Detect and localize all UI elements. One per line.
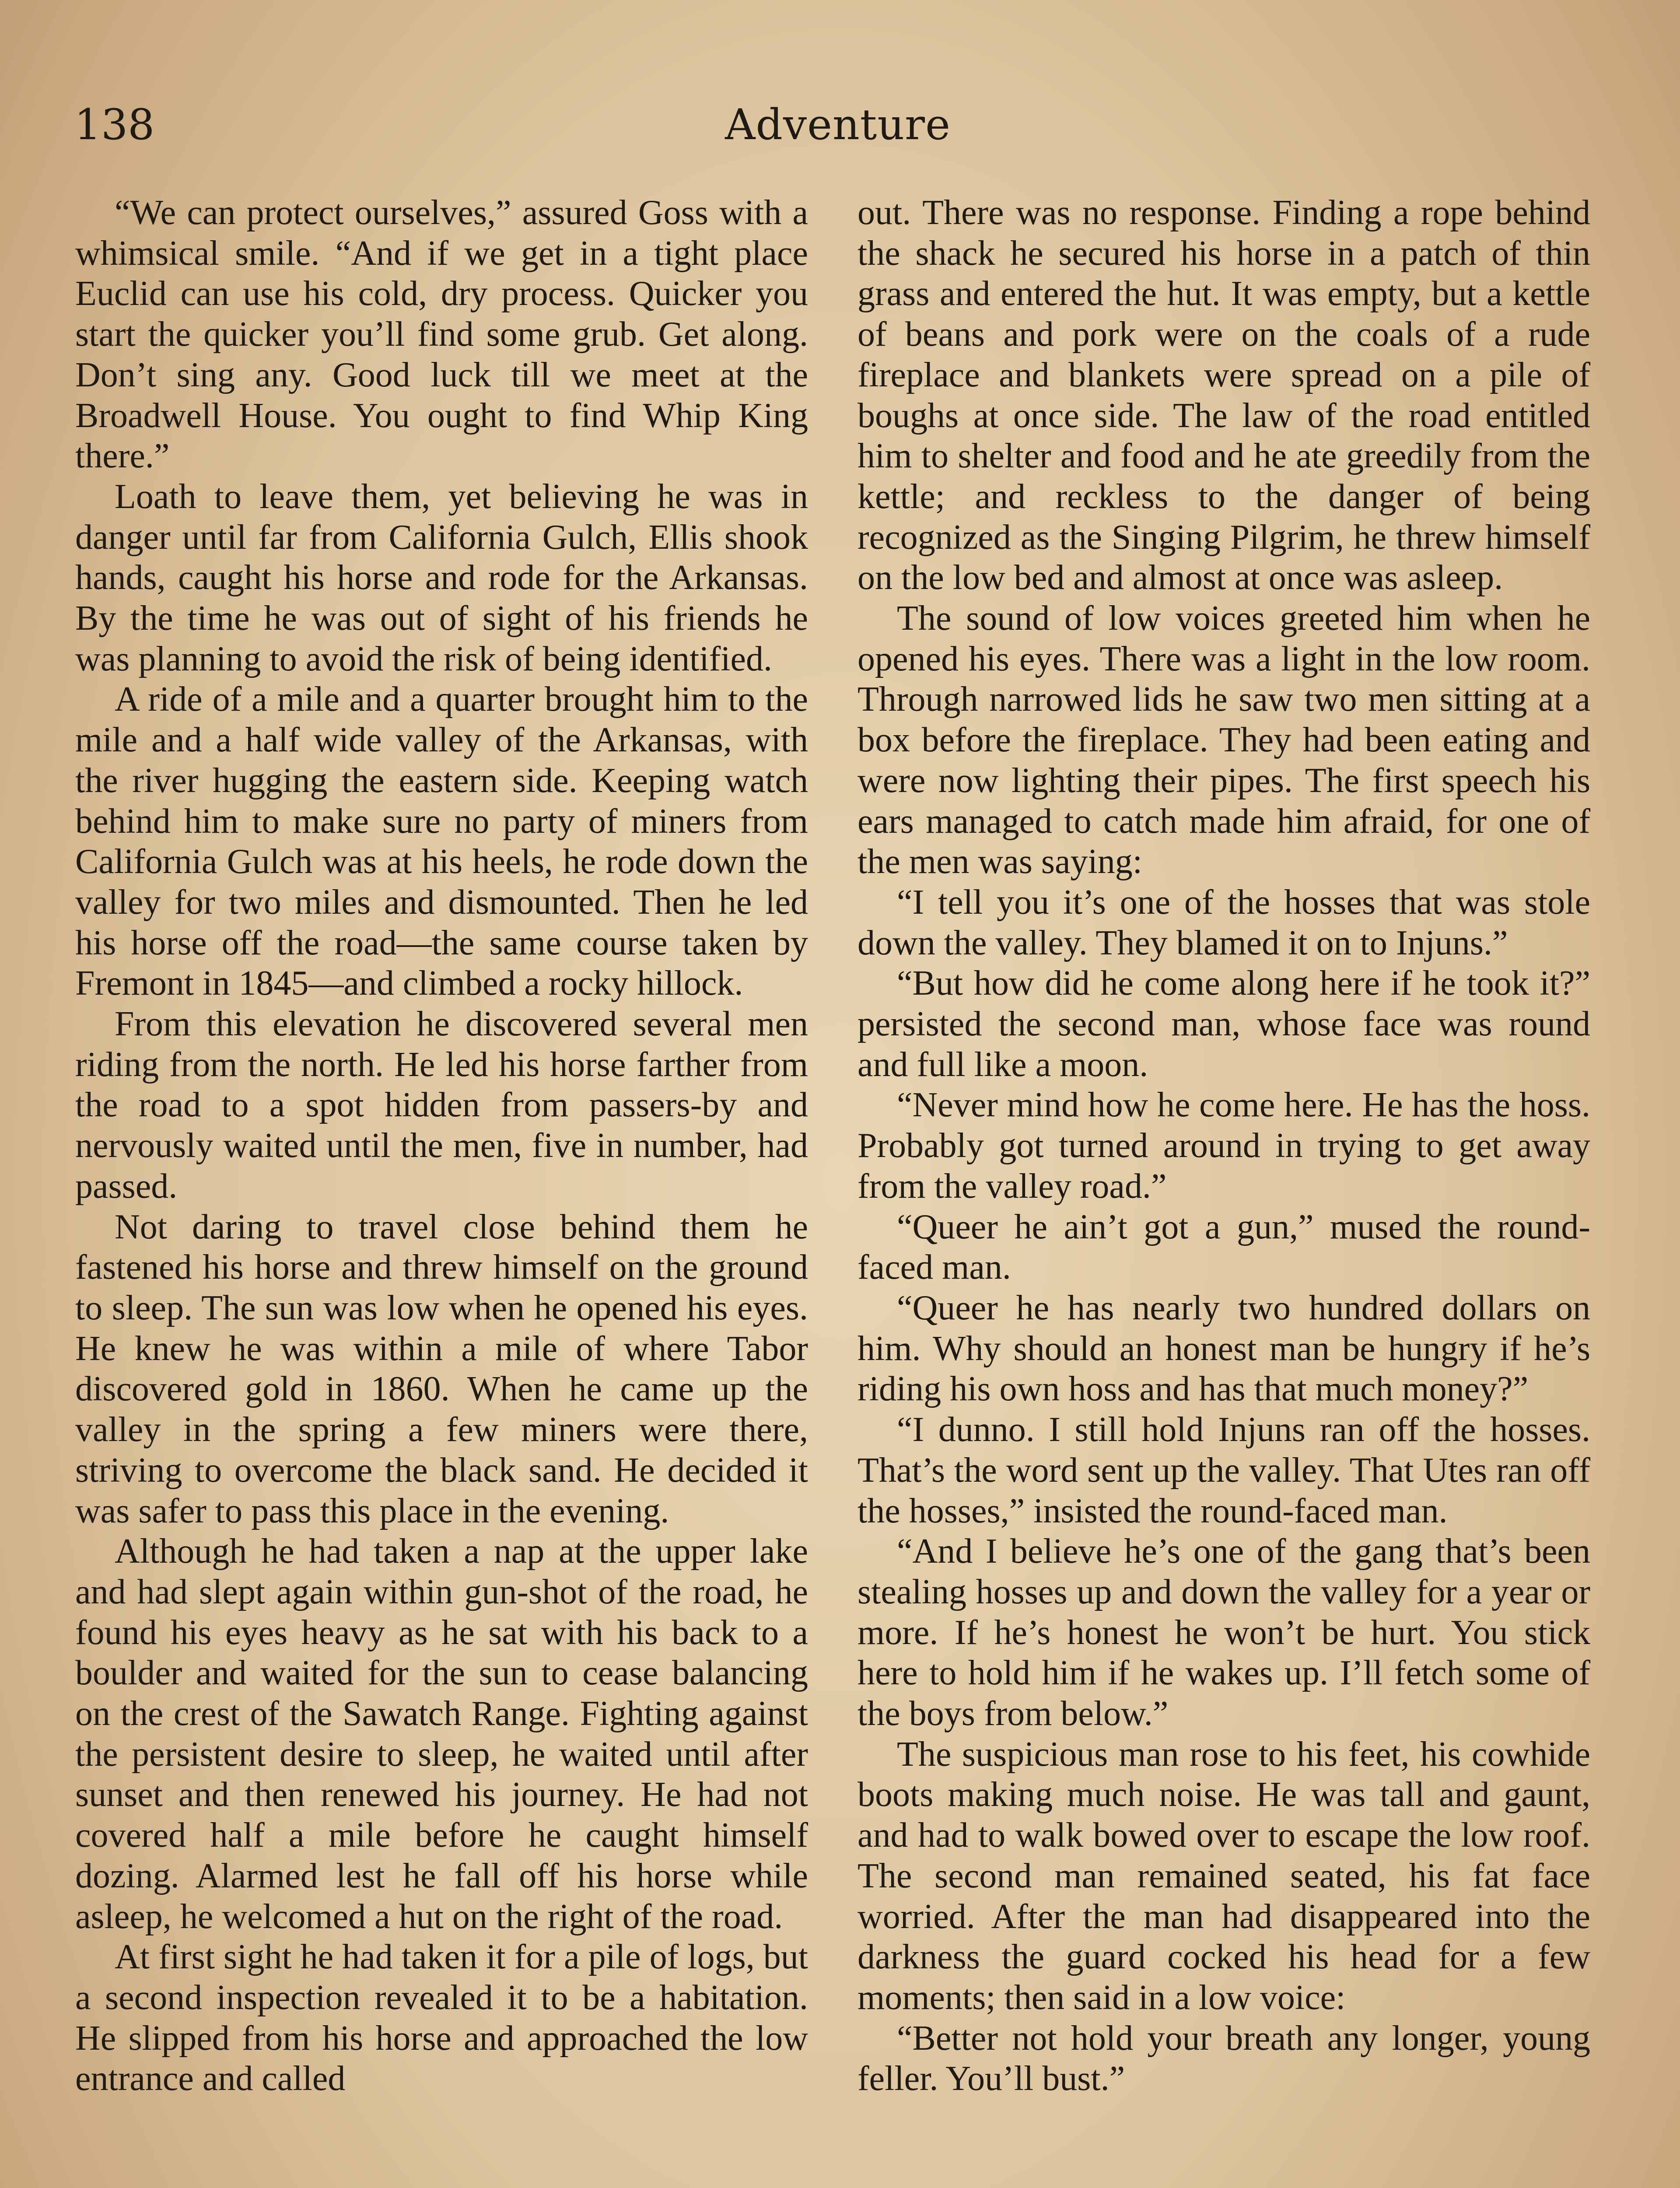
paragraph: “Queer he has nearly two hundred dollars on him. Why should an honest man be hungry if he’s riding his own hoss and has that much money?” (858, 1288, 1590, 1409)
paragraph: “Better not hold your breath any longer, young feller. You’ll bust.” (858, 2019, 1590, 2098)
paragraph-continued: out. There was no response. Finding a rope behind the shack he secured his horse in a patch of thin grass and entered the hut. It was empty, but a kettle of beans and pork were on the coals of a rude fireplace and blankets were spread on a pile of boughs at once side. The law of the road entitled him to shelter and food and he ate greedily from the kettle; and reckless to the danger of being recognized as the Singing Pilgrim, he threw himself on the low bed and almost at once was asleep. (858, 193, 1590, 597)
paragraph: Although he had taken a nap at the upper lake and had slept again within gun-shot of the road, he found his eyes heavy as he sat with his back to a boulder and waited for the sun to cease balancing on the crest of the Sawatch Range. Fighting against the persistent desire to sleep, he waited until after sunset and then renewed his journey. He had not covered half a mile before he caught himself dozing. Alarmed lest he fall off his horse while asleep, he welcomed a hut on the right of the road. (75, 1532, 808, 1936)
paragraph: The suspicious man rose to his feet, his cowhide boots making much noise. He was tall and gaunt, and had to walk bowed over to escape the low roof. The second man remained seated, his fat face worried. After the man had disappeared into the darkness the guard cocked his head for a few moments; then said in a low voice: (858, 1735, 1590, 2017)
paragraph: Loath to leave them, yet believing he was in danger until far from California Gulch, Ellis shook hands, caught his horse and rode for the Arkansas. By the time he was out of sight of his friends he was planning to avoid the risk of being identified. (75, 477, 808, 678)
paragraph: “Never mind how he come here. He has the hoss. Probably got turned around in trying to get away from the valley road.” (858, 1086, 1590, 1206)
right-column (858, 193, 1590, 2099)
paragraph: At first sight he had taken it for a pile of logs, but a second inspection revealed it to be a habitation. He slipped from his horse and approached the low entrance and called (75, 1938, 808, 2098)
paragraph: “And I believe he’s one of the gang that’s been stealing hosses up and down the valley for a year or more. If he’s honest he won’t be hurt. You stick here to hold him if he wakes up. I’ll fetch some of the boys from below.” (858, 1532, 1590, 1733)
paragraph: “I tell you it’s one of the hosses that was stole down the valley. They blamed it on to Injuns.” (858, 883, 1590, 962)
running-title: Adventure (725, 100, 951, 149)
paragraph: “I dunno. I still hold Injuns ran off the hosses. That’s the word sent up the valley. That Utes ran off the hosses,” insisted the round-faced man. (858, 1410, 1590, 1530)
paragraph: Not daring to travel close behind them he fastened his horse and threw himself on the ground to sleep. The sun was low when he opened his eyes. He knew he was within a mile of where Tabor discovered gold in 1860. When he came up the valley in the spring a few miners were there, striving to overcome the black sand. He decided it was safer to pass this place in the evening. (75, 1207, 808, 1530)
paragraph: A ride of a mile and a quarter brought him to the mile and a half wide valley of the Arkansas, with the river hugging the eastern side. Keeping watch behind him to make sure no party of miners from California Gulch was at his heels, he rode down the valley for two miles and dismounted. Then he led his horse off the road—the same course taken by Fremont in 1845—and climbed a rocky hillock. (75, 680, 808, 1003)
left-column (75, 193, 808, 2099)
paragraph: “We can protect ourselves,” assured Goss with a whimsical smile. “And if we get in a tight place Euclid can use his cold, dry process. Quicker you start the quicker you’ll find some grub. Get along. Don’t sing any. Good luck till we meet at the Broadwell House. You ought to find Whip King there.” (75, 193, 808, 476)
page-number: 138 (74, 100, 155, 149)
paragraph: “But how did he come along here if he took it?” persisted the second man, whose face was round and full like a moon. (858, 964, 1590, 1084)
paragraph: “Queer he ain’t got a gun,” mused the round-faced man. (858, 1207, 1590, 1287)
paragraph: From this elevation he discovered several men riding from the north. He led his horse farther from the road to a spot hidden from passers-by and nervously waited until the men, five in number, had passed. (75, 1005, 808, 1206)
page-header (74, 94, 1601, 155)
paragraph: The sound of low voices greeted him when he opened his eyes. There was a light in the low room. Through narrowed lids he saw two men sitting at a box before the fireplace. They had been eating and were now lighting their pipes. The first speech his ears managed to catch made him afraid, for one of the men was saying: (858, 599, 1590, 881)
